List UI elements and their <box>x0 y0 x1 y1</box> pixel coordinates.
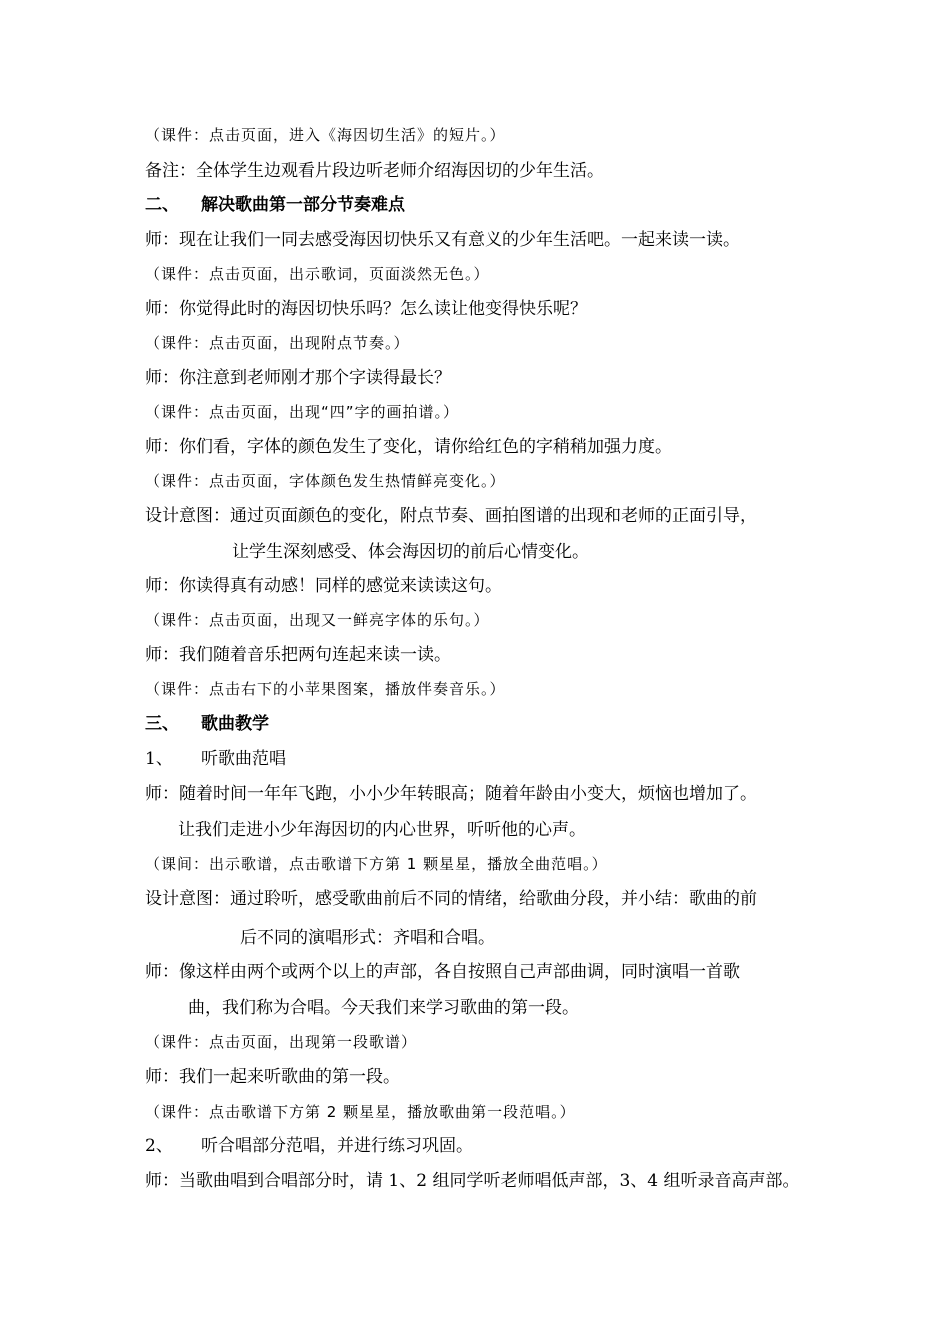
section-title: 歌曲教学 <box>201 714 269 734</box>
subsection-number: 2、 <box>145 1136 173 1156</box>
design-intent-line: 设计意图：通过页面颜色的变化，附点节奏、画拍图谱的出现和老师的正面引导， <box>145 506 757 526</box>
design-intent-line: 设计意图：通过聆听，感受歌曲前后不同的情绪，给歌曲分段，并小结：歌曲的前 <box>145 889 757 909</box>
subsection-title: 听合唱部分范唱，并进行练习巩固。 <box>201 1136 473 1156</box>
teacher-line: 师：你们看，字体的颜色发生了变化，请你给红色的字稍稍加强力度。 <box>145 437 672 457</box>
section-heading <box>145 194 405 216</box>
subsection-number: 1、 <box>145 749 173 769</box>
section-heading <box>145 713 269 735</box>
teacher-line: 师：你读得真有动感！同样的感觉来读读这句。 <box>145 576 502 596</box>
teacher-line-continuation: 让我们走进小少年海因切的内心世界，听听他的心声。 <box>178 820 586 840</box>
design-intent-continuation: 后不同的演唱形式：齐唱和合唱。 <box>240 928 495 948</box>
teacher-line: 师：现在让我们一同去感受海因切快乐又有意义的少年生活吧。一起来读一读。 <box>145 230 740 250</box>
courseware-note: （课件：点击页面，字体颜色发生热情鲜亮变化。） <box>145 472 506 490</box>
subsection-title: 听歌曲范唱 <box>201 749 286 769</box>
teacher-line: 师：你觉得此时的海因切快乐吗？怎么读让他变得快乐呢？ <box>145 299 587 319</box>
teacher-line-continuation: 曲，我们称为合唱。今天我们来学习歌曲的第一段。 <box>188 998 579 1018</box>
teacher-line: 师：我们随着音乐把两句连起来读一读。 <box>145 645 451 665</box>
subsection-heading <box>145 748 286 770</box>
courseware-note: （课件：点击歌谱下方第 2 颗星星，播放歌曲第一段范唱。） <box>145 1103 576 1121</box>
teacher-line: 师：你注意到老师刚才那个字读得最长？ <box>145 368 451 388</box>
courseware-note: （课件：点击页面，出现又一鲜亮字体的乐句。） <box>145 611 490 629</box>
design-intent-continuation: 让学生深刻感受、体会海因切的前后心情变化。 <box>232 542 589 562</box>
courseware-note: （课件：点击页面，出现“四”字的画拍谱。） <box>145 403 460 421</box>
teacher-line: 师：我们一起来听歌曲的第一段。 <box>145 1067 400 1087</box>
subsection-heading <box>145 1135 473 1157</box>
section-title: 解决歌曲第一部分节奏难点 <box>201 195 405 215</box>
courseware-note: （课件：点击页面，出现附点节奏。） <box>145 334 410 352</box>
remark-line: 备注：全体学生边观看片段边听老师介绍海因切的少年生活。 <box>145 161 604 181</box>
section-number: 二、 <box>145 195 179 215</box>
courseware-note: （课间：出示歌谱，点击歌谱下方第 1 颗星星，播放全曲范唱。） <box>145 855 608 873</box>
teacher-line: 师：随着时间一年年飞跑，小小少年转眼高；随着年龄由小变大，烦恼也增加了。 <box>145 784 757 804</box>
courseware-note: （课件：点击右下的小苹果图案，播放伴奏音乐。） <box>145 680 506 698</box>
section-number: 三、 <box>145 714 179 734</box>
courseware-note: （课件：点击页面，出示歌词，页面淡然无色。） <box>145 265 490 283</box>
courseware-note: （课件：点击页面，出现第一段歌谱） <box>145 1033 418 1051</box>
teacher-line: 师：像这样由两个或两个以上的声部，各自按照自己声部曲调，同时演唱一首歌 <box>145 962 740 982</box>
teacher-line: 师：当歌曲唱到合唱部分时，请 1、2 组同学听老师唱低声部，3、4 组听录音高声部。 <box>145 1171 800 1191</box>
courseware-note: （课件：点击页面，进入《海因切生活》的短片。） <box>145 126 506 144</box>
